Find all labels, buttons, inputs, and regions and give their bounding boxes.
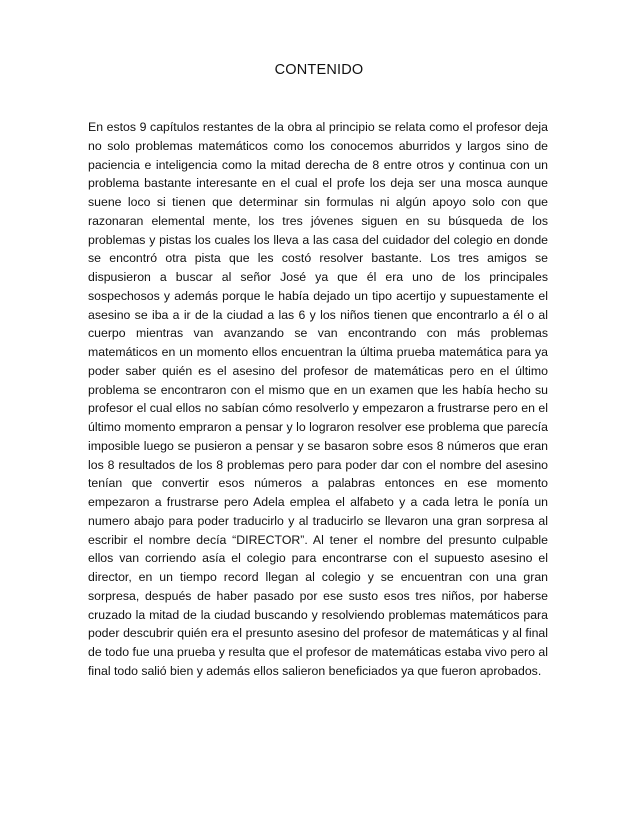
document-title: CONTENIDO: [274, 62, 364, 78]
body-paragraph: En estos 9 capítulos restantes de la obra al principio se relata como el profesor deja no solo problemas matemáticos como los conocemos aburridos y largos sino de paciencia e inteligencia como la mitad derecha de 8 entre otros y continua con un problema bastante interesante en el cual el profe los deja ser una mosca aunque suene loco si tienen que determinar sin formulas ni algún apoyo solo con que razonaran elemental mente, los tres jóvenes siguen en su búsqueda de los problemas y pistas los cuales los lleva a las casa del cuidador del colegio en donde se encontró otra pista que les costó resolver bastante. Los tres amigos se dispusieron a buscar al señor José ya que él era uno de los principales sospechosos y además porque le había dejado un tipo acertijo y supuestamente el asesino se iba a ir de la ciudad a las 6 y los niños tienen que encontrarlo a él o al cuerpo mientras van avanzando se van encontrando con más problemas matemáticos en un momento ellos encuentran la última prueba matemática para ya poder saber quién es el asesino del profesor de matemáticas pero en el último problema se encontraron con el mismo que en un examen que les había hecho su profesor el cual ellos no sabían cómo resolverlo y empezaron a frustrarse pero en el último momento empraron a pensar y lo lograron resolver ese problema que parecía imposible luego se pusieron a pensar y se basaron sobre esos 8 números que eran los 8 resultados de los 8 problemas pero para poder dar con el nombre del asesino tenían que convertir esos números a palabras entonces en ese momento empezaron a frustrarse pero Adela emplea el alfabeto y a cada letra le ponía un numero abajo para poder traducirlo y al traducirlo se llevaron una gran sorpresa al escribir el nombre decía “DIRECTOR”. Al tener el nombre del presunto culpable ellos van corriendo asía el colegio para encontrarse con el supuesto asesino el director, en un tiempo record llegan al colegio y se encuentran con una gran sorpresa, después de haber pasado por ese susto esos tres niños, por haberse cruzado la mitad de la ciudad buscando y resolviendo problemas matemáticos para poder descubrir quién era el presunto asesino del profesor de matemáticas y al final de todo fue una prueba y resulta que el profesor de matemáticas estaba vivo pero al final todo salió bien y además ellos salieron beneficiados ya que fueron aprobados.: [88, 120, 548, 678]
